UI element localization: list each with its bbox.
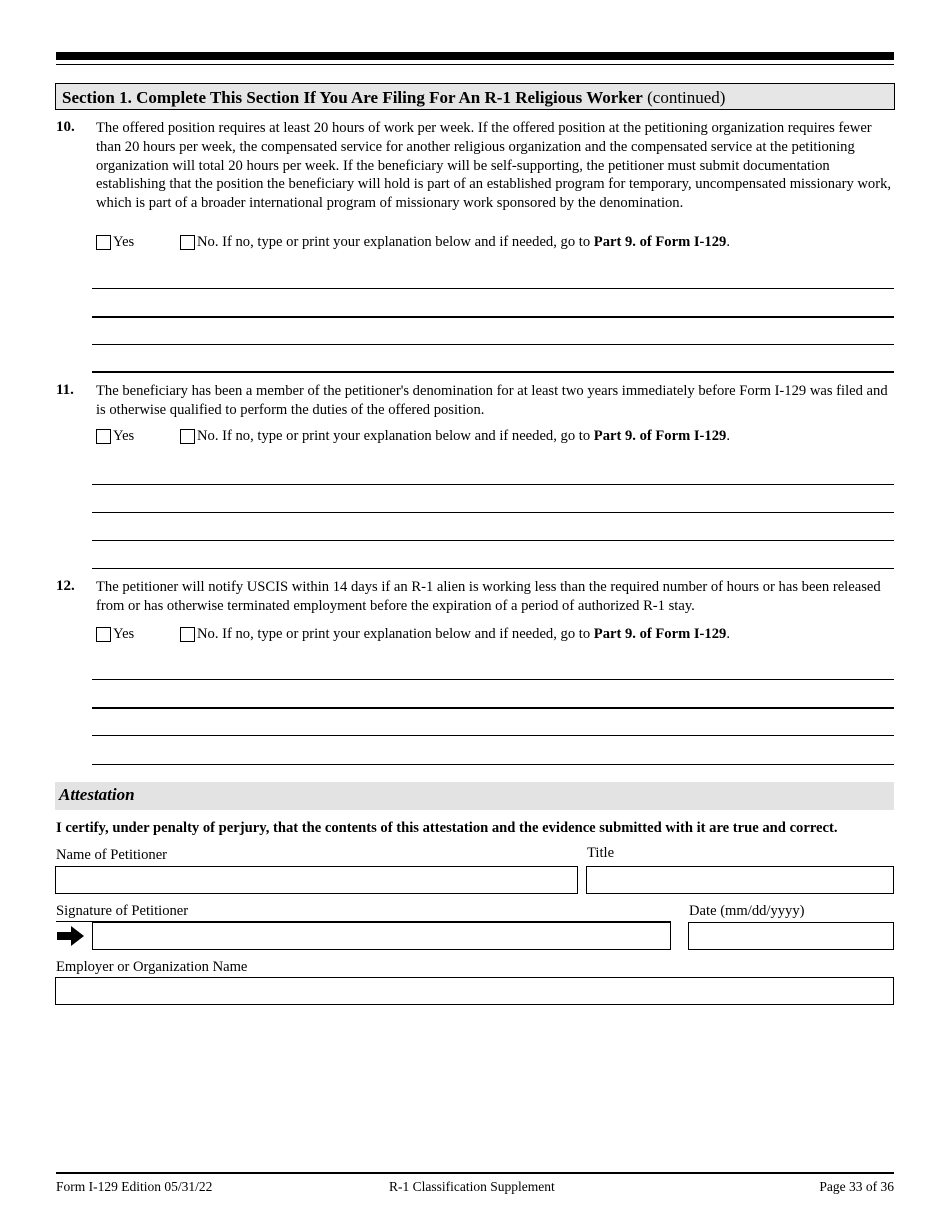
section-title: Section 1. Complete This Section If You Are Filing For An R-1 Religious Worker: [62, 88, 643, 107]
yes-checkbox[interactable]: [96, 627, 111, 642]
footer-rule: [56, 1172, 894, 1174]
signature-field[interactable]: [92, 922, 671, 950]
right-arrow-icon: [57, 926, 85, 946]
no-option[interactable]: [180, 234, 730, 251]
top-thick-rule: [56, 52, 894, 60]
explanation-line[interactable]: [92, 735, 894, 736]
question-text: The beneficiary has been a member of the petitioner's denomination for at least two years immediately before Form I-129 was filed and is otherwise qualified to perform the duties of the offered position.: [96, 383, 888, 418]
explanation-line[interactable]: [92, 707, 894, 709]
yes-checkbox[interactable]: [96, 429, 111, 444]
no-option[interactable]: [180, 626, 730, 643]
no-label: No. If no, type or print your explanation below and if needed, go to Part 9. of Form I-129.: [197, 234, 730, 250]
question-text: The petitioner will notify USCIS within 14 days if an R-1 alien is working less than the required number of hours or has been released from or has otherwise terminated employment before the expiration of a period of authorized R-1 stay.: [96, 579, 881, 614]
footer-form-edition: Form I-129 Edition 05/31/22: [56, 1179, 213, 1194]
date-field[interactable]: [688, 922, 894, 950]
signature-label: Signature of Petitioner: [56, 903, 189, 919]
explanation-line[interactable]: [92, 316, 894, 318]
explanation-line[interactable]: [92, 764, 894, 765]
explanation-line[interactable]: [92, 288, 894, 289]
no-checkbox[interactable]: [180, 627, 195, 642]
explanation-line[interactable]: [92, 679, 894, 680]
explanation-line[interactable]: [92, 512, 894, 513]
footer-page-number: Page 33 of 36: [819, 1179, 894, 1194]
question-number: 11.: [56, 382, 74, 398]
yes-label: Yes: [113, 626, 135, 642]
no-option[interactable]: [180, 428, 730, 445]
yes-label: Yes: [113, 234, 135, 250]
question-number: 10.: [56, 119, 75, 135]
no-label: No. If no, type or print your explanation below and if needed, go to Part 9. of Form I-129.: [197, 626, 730, 642]
explanation-line[interactable]: [92, 344, 894, 345]
yes-option[interactable]: [96, 626, 134, 643]
yes-option[interactable]: [96, 428, 134, 445]
yes-checkbox[interactable]: [96, 235, 111, 250]
certification-statement: I certify, under penalty of perjury, that the contents of this attestation and the evidence submitted with it are true and correct.: [56, 820, 838, 836]
date-label: Date (mm/dd/yyyy): [689, 903, 805, 919]
yes-label: Yes: [113, 428, 135, 444]
explanation-line[interactable]: [92, 371, 894, 373]
attestation-title: Attestation: [59, 785, 135, 804]
no-checkbox[interactable]: [180, 235, 195, 250]
question-text: The offered position requires at least 20 hours of work per week. If the offered position at the petitioning organization requires fewer than 20 hours per week, the compensated service for another religious organization and the compensated service at the petitioning organization will total 20 hours per week. If the beneficiary will be self-supporting, the petitioner must submit documentation establishing that the position the beneficiary will hold is part of an established program for temporary, uncompensated missionary work, which is part of a broader international program of missionary work sponsored by the denomination.: [96, 120, 892, 212]
title-label: Title: [587, 845, 615, 861]
explanation-line[interactable]: [92, 484, 894, 485]
name-of-petitioner-label: Name of Petitioner: [56, 847, 168, 863]
employer-label: Employer or Organization Name: [56, 959, 248, 975]
yes-option[interactable]: [96, 234, 134, 251]
attestation-header-bar: [55, 782, 894, 810]
no-label: No. If no, type or print your explanation below and if needed, go to Part 9. of Form I-129.: [197, 428, 730, 444]
question-number: 12.: [56, 578, 75, 594]
no-checkbox[interactable]: [180, 429, 195, 444]
explanation-line[interactable]: [92, 540, 894, 541]
section-title-suffix: (continued): [642, 88, 726, 107]
employer-field[interactable]: [55, 977, 894, 1005]
explanation-line[interactable]: [92, 568, 894, 569]
section-header: [55, 83, 895, 110]
name-of-petitioner-field[interactable]: [55, 866, 578, 894]
title-field[interactable]: [586, 866, 894, 894]
top-thin-rule: [56, 64, 894, 65]
footer-supplement-title: R-1 Classification Supplement: [389, 1179, 555, 1194]
